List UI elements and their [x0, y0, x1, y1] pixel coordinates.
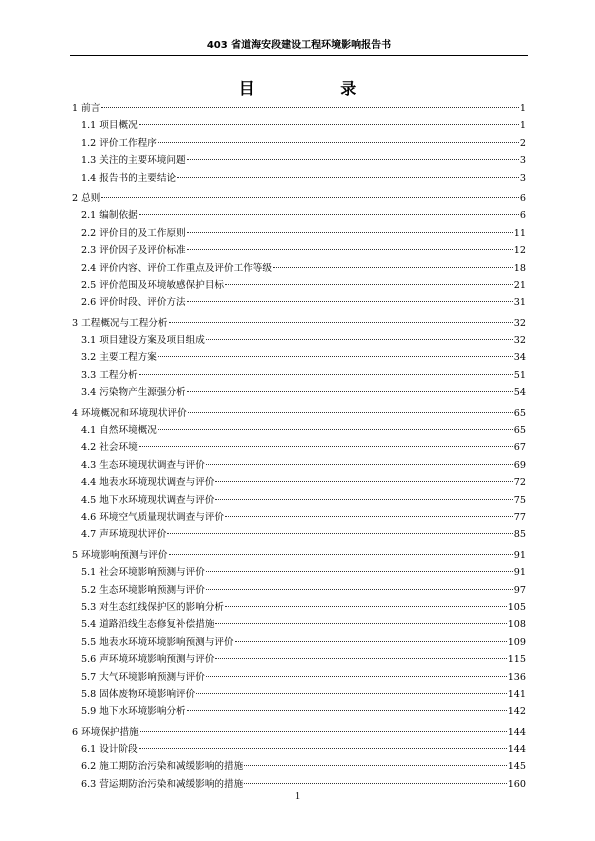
- toc-entry-page: 72: [513, 477, 526, 489]
- toc-entry-page: 31: [513, 297, 526, 309]
- toc-entry-page: 21: [513, 279, 526, 291]
- dot-leader: [169, 321, 513, 323]
- dot-leader: [187, 248, 513, 250]
- toc-entry-title: 4.2 社会环境: [81, 442, 138, 454]
- toc-entry-title: 4.4 地表水环境现状调查与评价: [81, 477, 215, 489]
- toc-entry-page: 108: [507, 619, 526, 631]
- dot-leader: [273, 266, 513, 268]
- toc-entry-title: 2 总则: [72, 192, 101, 204]
- dot-leader: [158, 355, 513, 357]
- toc-section-entry[interactable]: [72, 349, 526, 366]
- dot-leader: [101, 106, 519, 108]
- toc-entry-page: 54: [513, 387, 526, 399]
- toc-entry-page: 18: [513, 262, 526, 274]
- dot-leader: [244, 782, 506, 784]
- toc-entry-page: 91: [513, 549, 526, 561]
- toc-entry-page: 85: [513, 529, 526, 541]
- toc-entry-page: 32: [513, 317, 526, 329]
- toc-entry-page: 51: [513, 369, 526, 381]
- dot-leader: [206, 338, 513, 340]
- toc-section-entry[interactable]: [72, 277, 526, 294]
- toc-entry-page: 65: [513, 407, 526, 419]
- toc-section-entry[interactable]: [72, 758, 526, 775]
- toc-entry-title: 2.6 评价时段、评价方法: [81, 297, 186, 309]
- toc-section-entry[interactable]: [72, 741, 526, 758]
- toc-entry-page: 144: [507, 744, 526, 756]
- toc-entry-title: 5.5 地表水环境环境影响预测与评价: [81, 636, 234, 648]
- toc-section-entry[interactable]: [72, 242, 526, 259]
- toc-entry-title: 1 前言: [72, 103, 101, 114]
- page-header: 403 省道海安段建设工程环境影响报告书: [206, 40, 392, 51]
- toc-entry-title: 2.5 评价范围及环境敏感保护目标: [81, 279, 225, 291]
- toc-entry-page: 12: [513, 245, 526, 257]
- toc-entry-title: 2.1 编制依据: [81, 210, 138, 222]
- toc-entry-title: 3.2 主要工程方案: [81, 352, 157, 364]
- toc-entry-title: 3.3 工程分析: [81, 369, 138, 381]
- dot-leader: [158, 428, 513, 430]
- dot-leader: [187, 390, 513, 392]
- toc-entry-page: 160: [507, 778, 526, 790]
- dot-leader: [187, 231, 513, 233]
- toc-entry-page: 77: [513, 511, 526, 523]
- dot-leader: [167, 532, 512, 534]
- toc-entry-page: 91: [513, 567, 526, 579]
- dot-leader: [101, 196, 519, 198]
- toc-section-entry[interactable]: [72, 135, 526, 152]
- toc-section-entry[interactable]: [72, 686, 526, 703]
- toc-entry-title: 6 环境保护措施: [72, 726, 139, 738]
- toc-section-entry[interactable]: [72, 384, 526, 401]
- toc-entry-page: 75: [513, 494, 526, 506]
- toc-entry-title: 5.8 固体废物环境影响评价: [81, 688, 196, 700]
- toc-entry-page: 67: [513, 442, 526, 454]
- toc-section-entry[interactable]: [72, 332, 526, 349]
- toc-section-entry[interactable]: [72, 616, 526, 633]
- toc-entry-page: 145: [507, 761, 526, 773]
- toc-section-entry[interactable]: [72, 669, 526, 686]
- toc-entry-title: 5 环境影响预测与评价: [72, 549, 168, 561]
- toc-chapter-entry[interactable]: [72, 190, 526, 207]
- dot-leader: [215, 657, 506, 659]
- toc-section-entry[interactable]: [72, 294, 526, 311]
- toc-entry-title: 4 环境概况和环境现状评价: [72, 407, 187, 419]
- dot-leader: [225, 605, 507, 607]
- toc-entry-title: 4.7 声环境现状评价: [81, 529, 167, 541]
- page-number: 1: [295, 791, 300, 802]
- dot-leader: [244, 764, 506, 766]
- toc-entry-title: 2.3 评价因子及评价标准: [81, 245, 186, 257]
- toc-chapter-entry[interactable]: [72, 405, 526, 422]
- dot-leader: [139, 373, 513, 375]
- toc-chapter: [72, 724, 526, 794]
- toc-entry-page: 32: [513, 335, 526, 347]
- toc-entry-page: 1: [519, 103, 526, 114]
- toc-entry-title: 1.4 报告书的主要结论: [81, 172, 177, 184]
- toc-entry-title: 6.2 施工期防治污染和减缓影响的措施: [81, 761, 244, 773]
- toc-section-entry[interactable]: [72, 367, 526, 384]
- dot-leader: [225, 283, 513, 285]
- toc-section-entry[interactable]: [72, 170, 526, 187]
- toc-entry-title: 3.4 污染物产生源强分析: [81, 387, 186, 399]
- dot-leader: [158, 141, 519, 143]
- toc-entry-page: 2: [519, 137, 526, 149]
- toc-chapter-entry[interactable]: [72, 547, 526, 564]
- toc-entry-page: 144: [507, 726, 526, 738]
- dot-leader: [140, 730, 507, 732]
- dot-leader: [139, 123, 519, 125]
- toc-section-entry[interactable]: [72, 207, 526, 224]
- toc-section-entry[interactable]: [72, 526, 526, 543]
- toc-entry-title: 6.1 设计阶段: [81, 744, 138, 756]
- dot-leader: [187, 300, 513, 302]
- toc-entry-page: 34: [513, 352, 526, 364]
- toc-entry-title: 5.1 社会环境影响预测与评价: [81, 567, 205, 579]
- toc-entry-title: 3 工程概况与工程分析: [72, 317, 168, 329]
- toc-entry-title: 1.1 项目概况: [81, 120, 138, 132]
- toc-entry-title: 5.7 大气环境影响预测与评价: [81, 671, 205, 683]
- toc-entry-title: 6.3 营运期防治污染和减缓影响的措施: [81, 778, 244, 790]
- toc-section-entry[interactable]: [72, 651, 526, 668]
- toc-entry-title: 4.5 地下水环境现状调查与评价: [81, 494, 215, 506]
- toc-entry-title: 1.2 评价工作程序: [81, 137, 157, 149]
- toc-entry-page: 3: [519, 155, 526, 167]
- toc-section-entry[interactable]: [72, 422, 526, 439]
- toc-entry-title: 5.3 对生态红线保护区的影响分析: [81, 601, 225, 613]
- toc-section-entry[interactable]: [72, 474, 526, 491]
- toc-section-entry[interactable]: [72, 703, 526, 720]
- dot-leader: [225, 515, 513, 517]
- toc-entry-page: 3: [519, 172, 526, 184]
- toc-entry-title: 1.3 关注的主要环境问题: [81, 155, 186, 167]
- toc-entry-title: 5.6 声环境环境影响预测与评价: [81, 654, 215, 666]
- dot-leader: [139, 445, 513, 447]
- dot-leader: [215, 622, 506, 624]
- toc-entry-page: 115: [507, 654, 526, 666]
- dot-leader: [187, 158, 519, 160]
- toc-section-entry[interactable]: [72, 225, 526, 242]
- toc-section-entry[interactable]: [72, 634, 526, 651]
- toc-chapter-entry[interactable]: [72, 315, 526, 332]
- toc-entry-page: 69: [513, 459, 526, 471]
- dot-leader: [206, 463, 513, 465]
- header-divider: [70, 55, 528, 56]
- toc-entry-title: 2.2 评价目的及工作原则: [81, 227, 186, 239]
- toc-chapter: [72, 547, 526, 721]
- toc-entry-title: 2.4 评价内容、评价工作重点及评价工作等级: [81, 262, 272, 274]
- toc-entry-page: 11: [513, 227, 526, 239]
- toc-entry-page: 142: [507, 706, 526, 718]
- toc-entry-title: 3.1 项目建设方案及项目组成: [81, 335, 205, 347]
- dot-leader: [215, 498, 512, 500]
- toc-section-entry[interactable]: [72, 439, 526, 456]
- toc-section-entry[interactable]: [72, 582, 526, 599]
- toc-section-entry[interactable]: [72, 260, 526, 277]
- toc-entry-title: 5.9 地下水环境影响分析: [81, 706, 186, 718]
- toc-section-entry[interactable]: [72, 492, 526, 509]
- toc-entry-page: 109: [507, 636, 526, 648]
- toc-entry-title: 4.3 生态环境现状调查与评价: [81, 459, 205, 471]
- dot-leader: [187, 709, 507, 711]
- toc-chapter: [72, 405, 526, 544]
- dot-leader: [196, 692, 506, 694]
- toc-title: 目 录: [238, 79, 397, 98]
- toc-chapter: [72, 315, 526, 402]
- table-of-contents: [72, 100, 526, 796]
- dot-leader: [177, 176, 519, 178]
- toc-entry-page: 6: [519, 192, 526, 204]
- toc-entry-title: 4.1 自然环境概况: [81, 425, 157, 437]
- toc-section-entry[interactable]: [72, 152, 526, 169]
- dot-leader: [139, 747, 507, 749]
- toc-entry-page: 97: [513, 584, 526, 596]
- dot-leader: [235, 640, 507, 642]
- toc-chapter: [72, 190, 526, 312]
- toc-section-entry[interactable]: [72, 457, 526, 474]
- toc-section-entry[interactable]: [72, 564, 526, 581]
- toc-chapter-entry[interactable]: [72, 100, 526, 117]
- dot-leader: [169, 553, 513, 555]
- toc-entry-title: 5.2 生态环境影响预测与评价: [81, 584, 205, 596]
- toc-entry-page: 136: [507, 671, 526, 683]
- toc-section-entry[interactable]: [72, 509, 526, 526]
- toc-chapter: [72, 100, 526, 187]
- toc-entry-page: 6: [519, 210, 526, 222]
- toc-entry-page: 1: [519, 120, 526, 132]
- dot-leader: [188, 411, 513, 413]
- toc-entry-page: 65: [513, 425, 526, 437]
- toc-entry-title: 4.6 环境空气质量现状调查与评价: [81, 511, 225, 523]
- dot-leader: [206, 570, 513, 572]
- toc-entry-page: 141: [507, 688, 526, 700]
- dot-leader: [206, 675, 507, 677]
- dot-leader: [215, 480, 512, 482]
- toc-section-entry[interactable]: [72, 599, 526, 616]
- toc-section-entry[interactable]: [72, 117, 526, 134]
- dot-leader: [206, 588, 513, 590]
- toc-chapter-entry[interactable]: [72, 724, 526, 741]
- toc-entry-page: 105: [507, 601, 526, 613]
- toc-entry-title: 5.4 道路沿线生态修复补偿措施: [81, 619, 215, 631]
- dot-leader: [139, 213, 519, 215]
